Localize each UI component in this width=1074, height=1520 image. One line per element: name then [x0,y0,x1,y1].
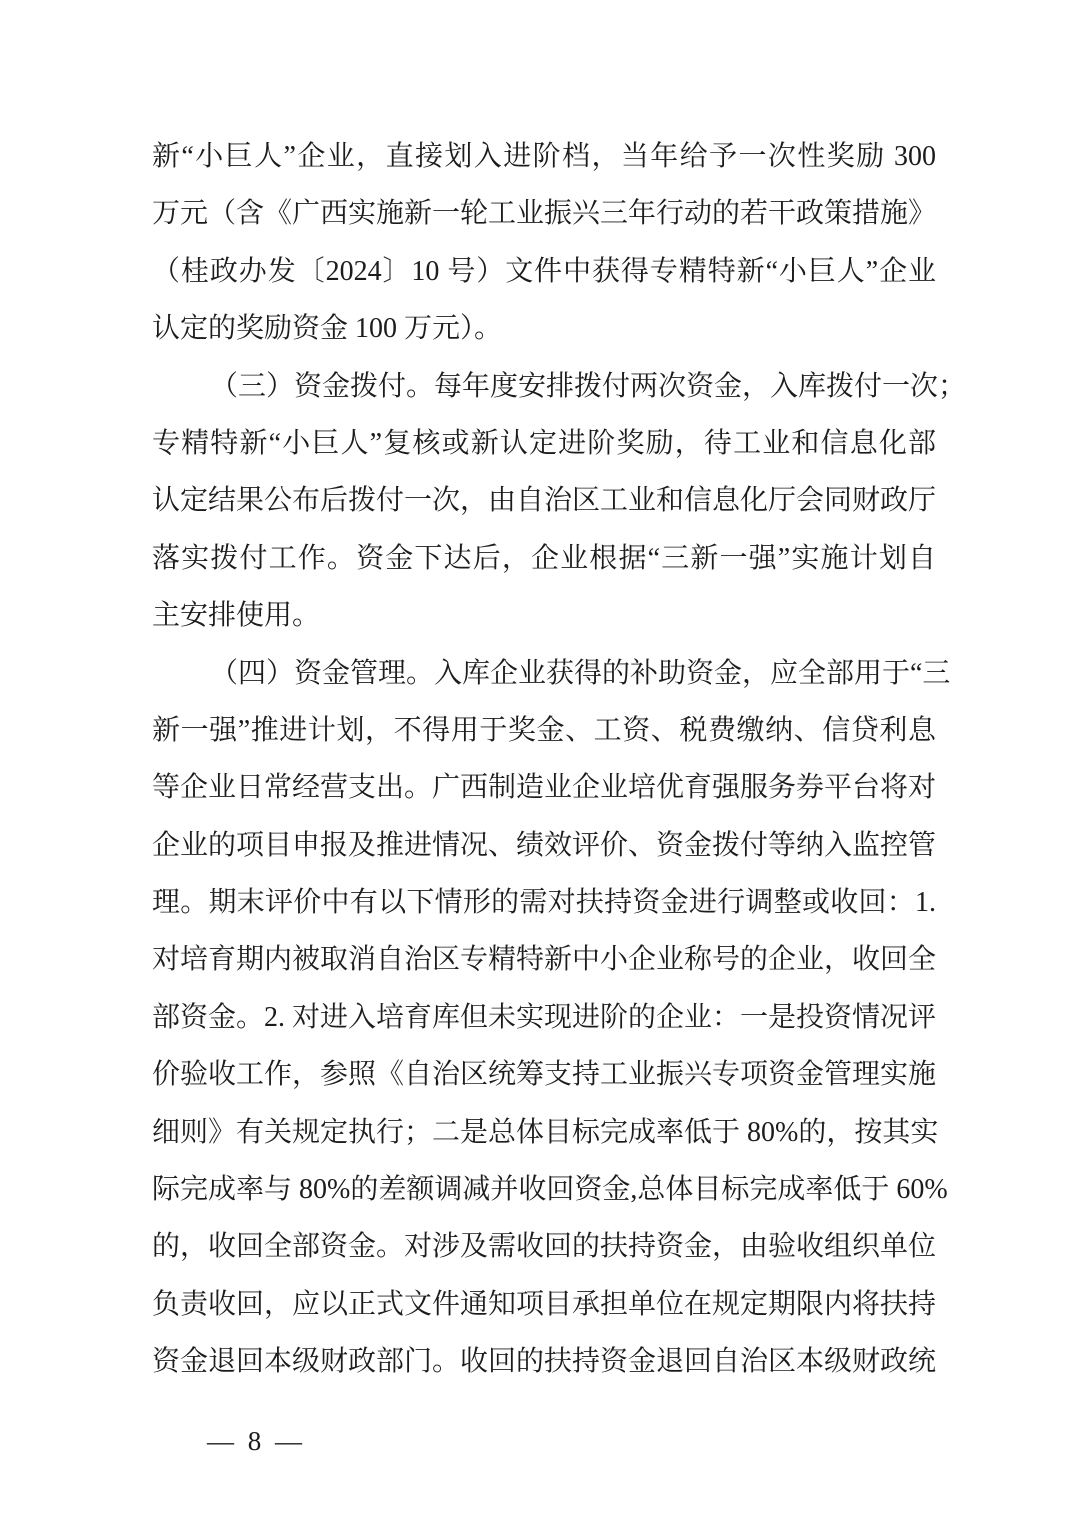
document-line: （四）资金管理。入库企业获得的补助资金，应全部用于“三 [210,657,951,689]
document-line: 部资金。2. 对进入培育库但未实现进阶的企业：一是投资情况评 [152,1001,937,1033]
document-line: 认定结果公布后拨付一次，由自治区工业和信息化厅会同财政厅 [152,485,937,517]
document-line: 专精特新“小巨人”复核或新认定进阶奖励，待工业和信息化部 [152,427,936,459]
document-line: 对培育期内被取消自治区专精特新中小企业称号的企业，收回全 [152,944,937,976]
document-line: 认定的奖励资金 100 万元）。 [152,313,503,345]
document-line: 新“小巨人”企业，直接划入进阶档，当年给予一次性奖励 300 [152,141,936,172]
document-line: 落实拨付工作。资金下达后，企业根据“三新一强”实施计划自 [152,542,936,574]
document-line: 细则》有关规定执行；二是总体目标完成率低于 80%的，按其实 [152,1116,939,1148]
document-line: 主安排使用。 [152,600,321,632]
document-line: （桂政办发〔2024〕10 号）文件中获得专精特新“小巨人”企业 [152,255,936,287]
document-line: 价验收工作，参照《自治区统筹支持工业振兴专项资金管理实施 [152,1059,937,1091]
document-line: 资金退回本级财政部门。收回的扶持资金退回自治区本级财政统 [152,1346,937,1378]
page-footer [152,1396,302,1486]
document-line: 际完成率与 80%的差额调减并收回资金,总体目标完成率低于 60% [152,1174,948,1206]
document-line: 理。期末评价中有以下情形的需对扶持资金进行调整或收回：1. [152,887,936,919]
document-line: （三）资金拨付。每年度安排拨付两次资金，入库拨付一次； [210,370,967,402]
document-line: 负责收回，应以正式文件通知项目承担单位在规定期限内将扶持 [152,1288,937,1320]
document-line: 的，收回全部资金。对涉及需收回的扶持资金，由验收组织单位 [152,1231,937,1263]
document-line: 新一强”推进计划，不得用于奖金、工资、税费缴纳、信贷利息 [152,714,936,746]
document-line: 万元（含《广西实施新一轮工业振兴三年行动的若干政策措施》 [152,198,937,230]
document-line: 等企业日常经营支出。广西制造业企业培优育强服务券平台将对 [152,772,937,804]
document-line: 企业的项目申报及推进情况、绩效评价、资金拨付等纳入监控管 [152,829,937,861]
document-body [152,128,967,1391]
page-number-label: — 8 — [207,1426,302,1456]
